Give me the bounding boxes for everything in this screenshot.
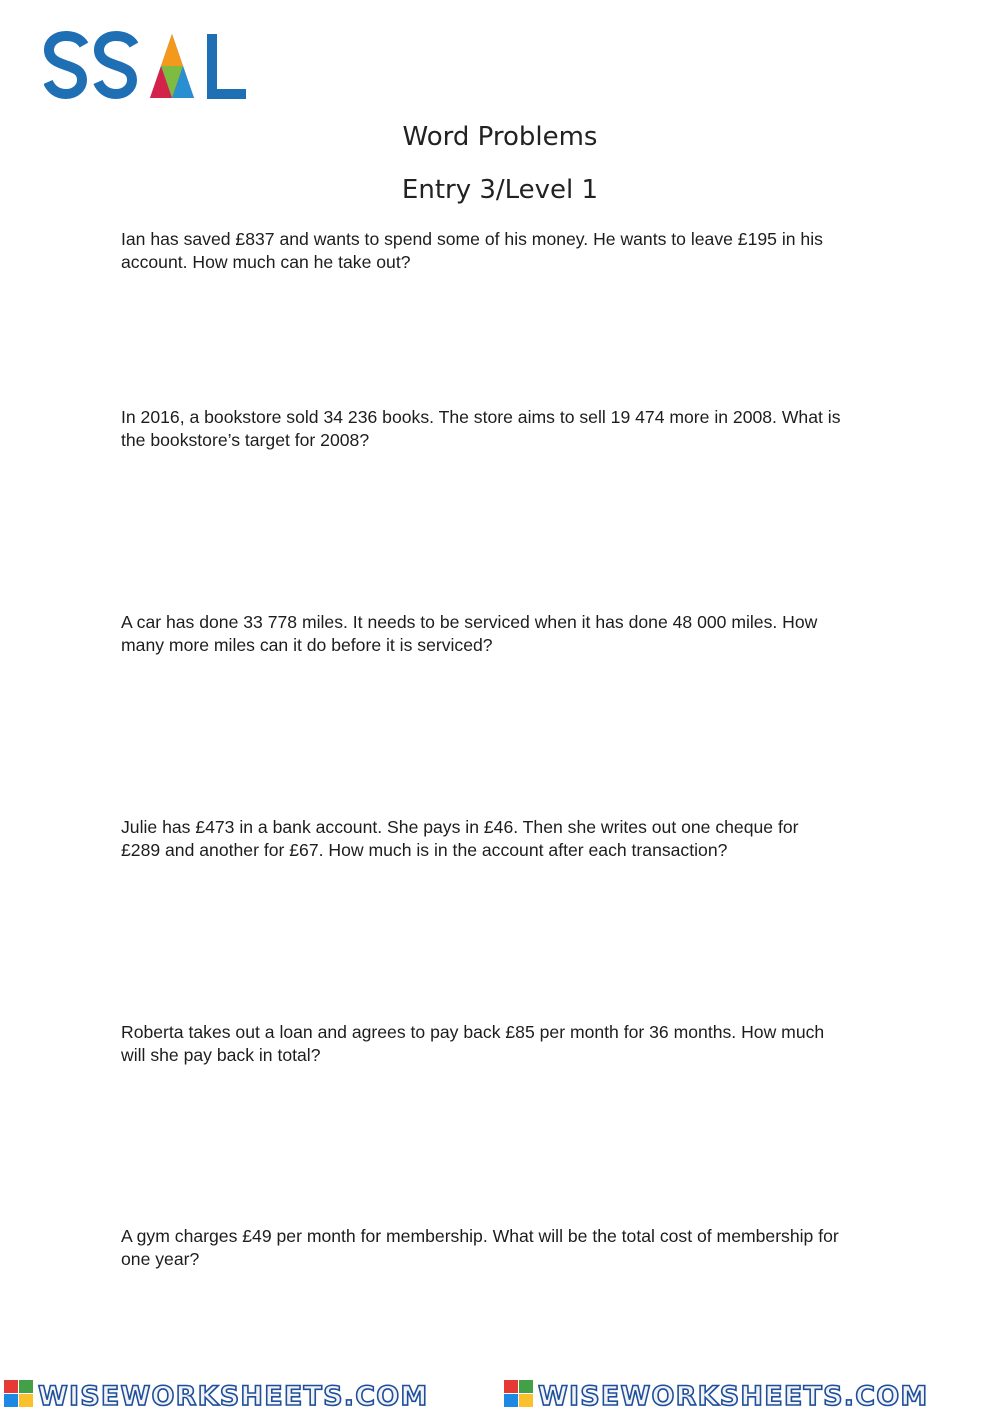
page-title: Word Problems	[402, 122, 598, 152]
question-4-line-1: Julie has £473 in a bank account. She pays in £46. Then she writes out one cheque for	[121, 817, 799, 837]
question-5-line-2: will she pay back in total?	[121, 1044, 321, 1065]
question-6-line-1: A gym charges £49 per month for membership. What will be the total cost of membership for	[121, 1226, 839, 1246]
question-3	[121, 611, 891, 656]
question-2	[121, 406, 891, 451]
watermark-graphic	[0, 1372, 1000, 1413]
question-1-line-2: account. How much can he take out?	[121, 251, 411, 272]
question-3-line-1: A car has done 33 778 miles. It needs to be serviced when it has done 48 000 miles. How	[121, 612, 818, 632]
page-subtitle: Entry 3/Level 1	[401, 175, 599, 205]
question-4	[121, 816, 891, 861]
question-1-line-1: Ian has saved £837 and wants to spend some of his money. He wants to leave £195 in his	[121, 229, 823, 249]
question-4-line-2: £289 and another for £67. How much is in the account after each transaction?	[121, 839, 728, 860]
question-2-line-1: In 2016, a bookstore sold 34 236 books. The store aims to sell 19 474 more in 2008. What is	[121, 407, 841, 427]
ssal-logo-graphic	[44, 30, 248, 104]
question-3-line-2: many more miles can it do before it is serviced?	[121, 634, 493, 655]
question-5	[121, 1021, 891, 1066]
question-6	[121, 1225, 891, 1270]
question-1	[121, 228, 891, 273]
question-6-line-2: one year?	[121, 1248, 200, 1269]
watermark-badge-icon	[4, 1380, 33, 1407]
ssal-logo	[44, 30, 248, 104]
watermark-footer	[0, 1372, 1000, 1413]
question-2-line-2: the bookstore’s target for 2008?	[121, 429, 370, 450]
question-5-line-1: Roberta takes out a loan and agrees to pay back £85 per month for 36 months. How much	[121, 1022, 825, 1042]
watermark-badge-icon	[504, 1380, 533, 1407]
watermark-text-1: WISEWORKSHEETS.COM	[38, 1381, 429, 1412]
watermark-text-2: WISEWORKSHEETS.COM	[538, 1381, 929, 1412]
